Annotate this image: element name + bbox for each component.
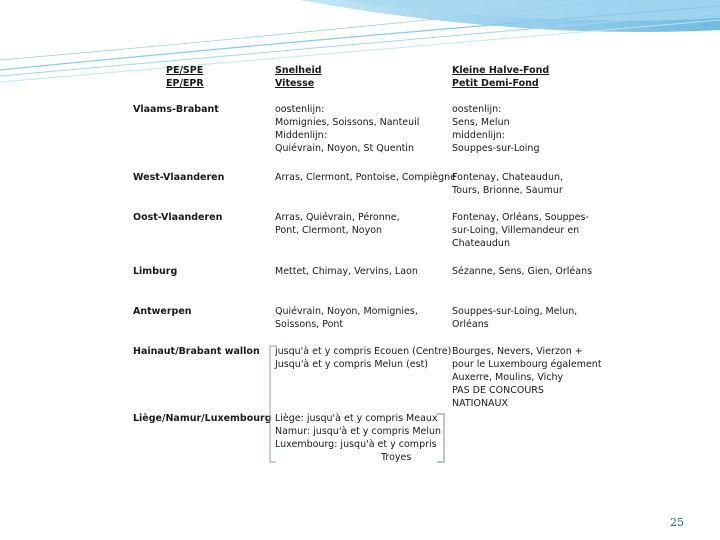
demifond-cell: Fontenay, Chateaudun, Tours, Brionne, Saumur (452, 172, 564, 196)
demifond-cell: Bourges, Nevers, Vierzon + pour le Luxembourg également Auxerre, Moulins, Vichy PAS DE CONCOURS NATIONAUX (452, 346, 602, 409)
header-ep-epr: EP/EPR (166, 78, 204, 89)
snelheid-cell: jusqu'à et y compris Ecouen (Centre) Jusqu'à et y compris Melun (est) (275, 346, 452, 370)
demifond-cell: oostenlijn: Sens, Melun middenlijn: Souppes-sur-Loing (452, 104, 540, 154)
demifond-cell: Souppes-sur-Loing, Melun, Orléans (452, 306, 578, 330)
header-swoosh-decoration (0, 0, 720, 90)
province-label: Limburg (133, 266, 178, 277)
page-number: 25 (670, 516, 684, 529)
header-kleine-halve-fond: Kleine Halve-Fond (452, 65, 550, 76)
header-col2 (275, 64, 322, 90)
province-label: Antwerpen (133, 306, 192, 317)
snelheid-cell: Arras, Quiévrain, Péronne, Pont, Clermont, Noyon (275, 212, 400, 236)
bracket-line (436, 412, 448, 464)
province-label: West-Vlaanderen (133, 172, 225, 183)
snelheid-cell: oostenlijn: Momignies, Soissons, Nanteuil Middenlijn: Quiévrain, Noyon, St Quentin (275, 104, 420, 154)
header-col3 (452, 64, 549, 90)
header-snelheid: Snelheid (275, 65, 322, 76)
snelheid-cell: Liège: jusqu'à et y compris Meaux Namur: jusqu'à et y compris Melun Luxembourg: jusqu'à et y compris Troyes (275, 413, 442, 463)
demifond-cell: Sézanne, Sens, Gien, Orléans (452, 266, 593, 277)
province-label: Liège/Namur/Luxembourg (133, 413, 272, 424)
left-bracket (268, 344, 278, 464)
snelheid-cell: Quiévrain, Noyon, Momignies, Soissons, Pont (275, 306, 418, 330)
province-label: Oost-Vlaanderen (133, 212, 223, 223)
province-label: Vlaams-Brabant (133, 104, 219, 115)
province-label: Hainaut/Brabant wallon (133, 346, 260, 357)
demifond-cell: Fontenay, Orléans, Souppes- sur-Loing, Villemandeur en Chateaudun (452, 212, 589, 249)
header-vitesse: Vitesse (275, 78, 315, 89)
header-pe-spe: PE/SPE (166, 65, 204, 76)
snelheid-cell: Arras, Clermont, Pontoise, Compiègne (275, 172, 457, 183)
header-petit-demi-fond: Petit Demi-Fond (452, 78, 539, 89)
snelheid-cell: Mettet, Chimay, Vervins, Laon (275, 266, 418, 277)
header-col1 (166, 64, 204, 90)
